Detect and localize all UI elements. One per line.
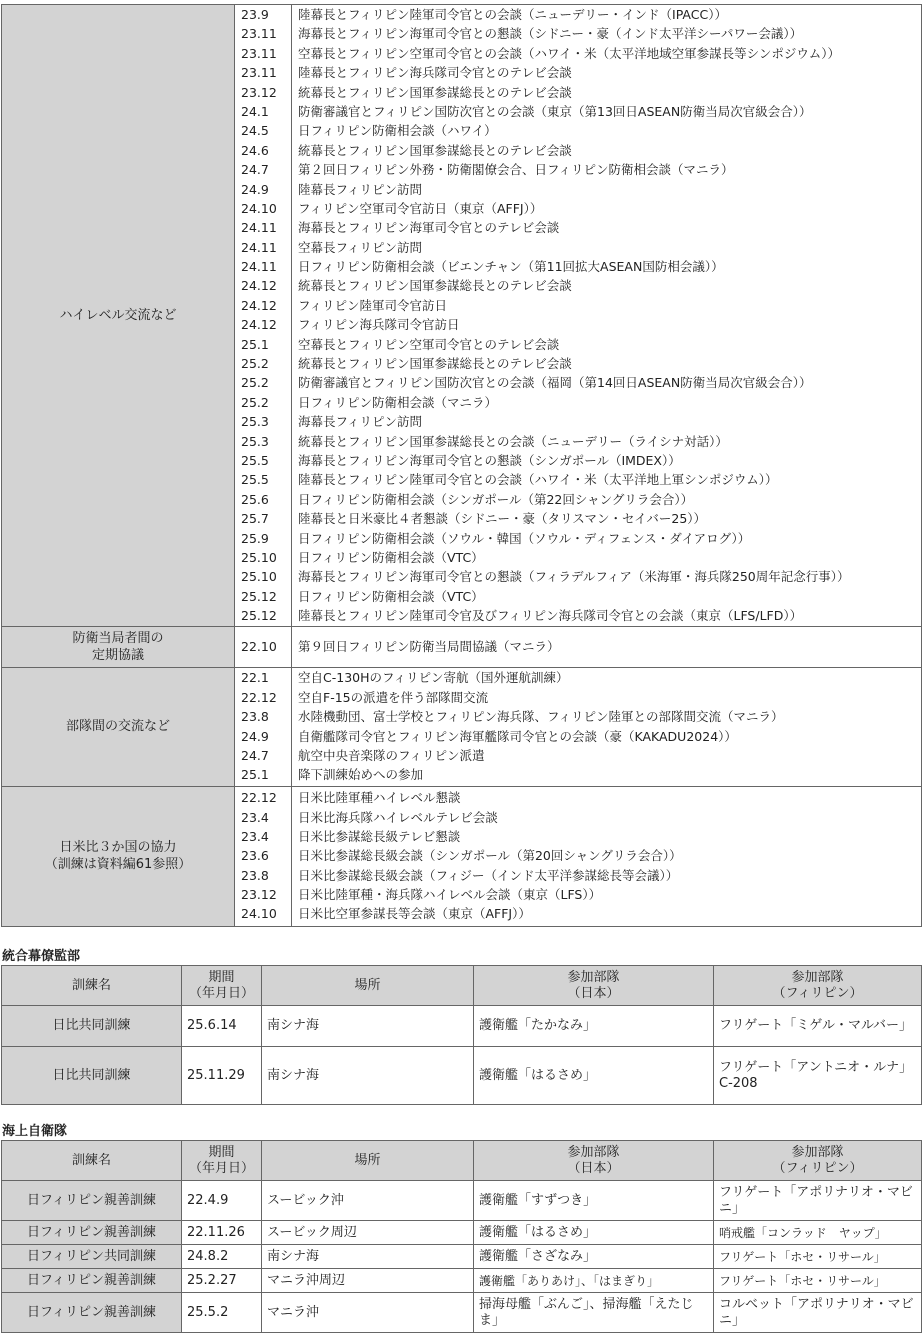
jp-units: 護衛艦「はるさめ」 <box>474 1221 714 1245</box>
event-description: 海幕長とフィリピン海軍司令官との懇談（フィラデルフィア（米海軍・海兵隊250周年記念行事）） <box>298 569 850 585</box>
training-place: スービック沖 <box>262 1181 474 1221</box>
event-description: 日米比空軍参謀長等会談（東京（AFFJ）） <box>298 906 531 922</box>
category-label-line: 防衛当局者間の <box>72 630 164 646</box>
training-name: 日フィリピン親善訓練 <box>2 1293 182 1333</box>
joint-staff-title: 統合幕僚監部 <box>2 949 81 964</box>
event-date: 24.11 <box>241 239 277 255</box>
event-description: 海幕長とフィリピン海軍司令官との懇談（シンガポール（IMDEX）） <box>298 452 681 468</box>
event-date: 24.7 <box>241 747 269 763</box>
category-label-line: （訓練は資料編61参照） <box>44 857 192 872</box>
header-name: 訓練名 <box>2 1141 182 1181</box>
event-description: 日米比陸軍種ハイレベル懇談 <box>298 790 461 806</box>
event-date: 23.8 <box>241 867 269 883</box>
event-description: 海幕長とフィリピン海軍司令官との懇談（シドニー・豪（インド太平洋シーパワー会議）） <box>298 26 803 42</box>
ph-units: フリゲート「アントニオ・ルナ」 <box>719 1059 913 1075</box>
header-name: 訓練名 <box>2 966 182 1006</box>
event-date: 23.12 <box>241 887 277 903</box>
event-date: 25.5 <box>241 452 269 468</box>
event-description: 日フィリピン防衛相会談（シンガポール（第22回シャングリラ会合）） <box>298 491 694 507</box>
event-description: 統幕長とフィリピン国軍参謀総長とのテレビ会談 <box>298 84 572 100</box>
event-date: 22.12 <box>241 689 277 705</box>
event-date: 22.10 <box>241 638 277 654</box>
training-place: 南シナ海 <box>262 1006 474 1047</box>
category-cell <box>2 5 235 627</box>
event-description: 降下訓練始めへの参加 <box>298 767 424 783</box>
ph-units: フリゲート「ホセ・リサール」 <box>714 1245 922 1269</box>
event-date: 25.10 <box>241 569 277 585</box>
event-date: 25.12 <box>241 608 277 624</box>
header-jp-units: 参加部隊 （日本） <box>474 1141 714 1181</box>
msdf-table <box>1 1140 922 1333</box>
event-description: 日フィリピン防衛相会談（VTC） <box>298 588 484 604</box>
table-row <box>2 1181 922 1221</box>
category-label-line: 定期協議 <box>91 647 144 663</box>
event-date: 25.9 <box>241 530 269 546</box>
event-date: 25.2 <box>241 375 269 391</box>
category-label-line: 日米比３か国の協力 <box>59 840 177 855</box>
event-description: 日米比海兵隊ハイレベルテレビ会談 <box>298 809 498 825</box>
event-description: 海幕長フィリピン訪問 <box>298 414 423 430</box>
header-ph-units: 参加部隊 （フィリピン） <box>714 966 922 1006</box>
training-period: 25.5.2 <box>182 1293 262 1333</box>
event-date: 23.4 <box>241 828 269 844</box>
event-column <box>292 626 922 667</box>
ph-units-cell <box>714 1047 922 1105</box>
event-date: 22.1 <box>241 670 269 686</box>
event-description: 日フィリピン防衛相会談（ハワイ） <box>298 123 497 139</box>
event-date: 25.2 <box>241 394 269 410</box>
event-date: 24.11 <box>241 259 277 275</box>
event-date: 24.12 <box>241 317 277 333</box>
date-column <box>235 626 292 667</box>
event-date: 25.1 <box>241 336 269 352</box>
training-period: 25.6.14 <box>182 1006 262 1047</box>
event-description: 日フィリピン防衛相会談（マニラ） <box>298 394 498 410</box>
header-jp-units: 参加部隊 （日本） <box>474 966 714 1006</box>
event-description: 日フィリピン防衛相会談（VTC） <box>298 549 484 565</box>
event-date: 24.7 <box>241 162 269 178</box>
event-description: 海幕長とフィリピン海軍司令官とのテレビ会談 <box>298 220 560 236</box>
event-date: 23.11 <box>241 45 277 61</box>
training-name: 日フィリピン親善訓練 <box>2 1221 182 1245</box>
event-date: 24.11 <box>241 220 277 236</box>
header-period: 期間 （年月日） <box>182 1141 262 1181</box>
table-row <box>2 1293 922 1333</box>
event-date: 23.9 <box>241 7 269 22</box>
category-cell <box>2 626 235 667</box>
event-date: 24.12 <box>241 278 277 294</box>
date-column <box>235 786 292 926</box>
date-column <box>235 5 292 627</box>
event-description: 防衛審議官とフィリピン国防次官との会談（福岡（第14回日ASEAN防衛当局次官級会合）） <box>298 375 812 391</box>
event-description: 日米比参謀総長級会談（フィジー（インド太平洋参謀総長等会議）） <box>298 867 679 883</box>
header-place: 場所 <box>262 966 474 1006</box>
event-description: 日フィリピン防衛相会談（ソウル・韓国（ソウル・ディフェンス・ダイアログ）） <box>298 530 751 546</box>
joint-staff-table <box>1 965 922 1105</box>
event-description: 日フィリピン防衛相会談（ビエンチャン（第11回拡大ASEAN国防相会議）） <box>298 259 724 275</box>
event-description: 統幕長とフィリピン国軍参謀総長との会談（ニューデリー（ライシナ対話）） <box>298 433 728 449</box>
ph-units-extra: C-208 <box>719 1075 758 1091</box>
event-date: 25.5 <box>241 472 269 488</box>
event-description: 陸幕長とフィリピン陸軍司令官との会談（ニューデリー・インド（IPACC）） <box>298 7 727 22</box>
event-description: 第９回日フィリピン防衛当局間協議（マニラ） <box>298 638 560 654</box>
header-place: 場所 <box>262 1141 474 1181</box>
event-date: 24.10 <box>241 200 277 216</box>
category-cell <box>2 786 235 926</box>
training-period: 25.11.29 <box>182 1047 262 1105</box>
event-description: フィリピン海兵隊司令官訪日 <box>298 317 460 333</box>
event-date: 24.10 <box>241 906 277 922</box>
event-date: 22.12 <box>241 790 277 806</box>
date-column <box>235 667 292 786</box>
category-label: 部隊間の交流など <box>65 719 170 734</box>
event-column <box>292 5 922 627</box>
event-description: 統幕長とフィリピン国軍参謀総長とのテレビ会談 <box>298 142 572 158</box>
table-row <box>2 1047 922 1105</box>
training-place: スービック周辺 <box>262 1221 474 1245</box>
event-date: 24.6 <box>241 142 269 158</box>
event-date: 23.11 <box>241 26 277 42</box>
ph-units: フリゲート「ホセ・リサール」 <box>714 1269 922 1293</box>
event-description: フィリピン陸軍司令官訪日 <box>298 297 448 313</box>
event-column <box>292 786 922 926</box>
event-date: 25.6 <box>241 491 269 507</box>
training-period: 24.8.2 <box>182 1245 262 1269</box>
event-description: 日米比陸軍種・海兵隊ハイレベル会談（東京（LFS）） <box>298 887 602 903</box>
event-description: 陸幕長とフィリピン海兵隊司令官とのテレビ会談 <box>298 65 572 81</box>
event-date: 24.9 <box>241 181 269 197</box>
training-name: 日フィリピン親善訓練 <box>2 1181 182 1221</box>
training-place: 南シナ海 <box>262 1047 474 1105</box>
event-description: 陸幕長とフィリピン陸軍司令官との会談（ハワイ・米（太平洋地上軍シンポジウム）） <box>298 472 778 488</box>
event-description: 空幕長フィリピン訪問 <box>298 239 423 255</box>
jp-units: 護衛艦「すずつき」 <box>474 1181 714 1221</box>
event-date: 25.1 <box>241 767 269 783</box>
exchange-table <box>1 4 922 927</box>
group-periodic-consultation <box>2 626 922 667</box>
group-unit-exchange <box>2 667 922 786</box>
table-row <box>2 1269 922 1293</box>
category-cell <box>2 667 235 786</box>
event-description: 第２回日フィリピン外務・防衛閣僚会合、日フィリピン防衛相会談（マニラ） <box>298 162 734 178</box>
header-period: 期間 （年月日） <box>182 966 262 1006</box>
jp-units: 護衛艦「はるさめ」 <box>474 1047 714 1105</box>
event-description: 陸幕長と日米豪比４者懇談（シドニー・豪（タリスマン・セイバー25）） <box>298 511 707 527</box>
event-description: 防衛審議官とフィリピン国防次官との会談（東京（第13回日ASEAN防衛当局次官級会合）） <box>298 103 812 119</box>
training-name: 日フィリピン親善訓練 <box>2 1269 182 1293</box>
training-period: 22.11.26 <box>182 1221 262 1245</box>
event-description: 空自C-130Hのフィリピン寄航（国外運航訓練） <box>298 670 569 686</box>
event-date: 25.10 <box>241 549 277 565</box>
event-date: 25.12 <box>241 588 277 604</box>
event-date: 24.9 <box>241 728 269 744</box>
event-date: 24.5 <box>241 123 269 139</box>
training-period: 22.4.9 <box>182 1181 262 1221</box>
group-high-level <box>2 5 922 627</box>
jp-units: 護衛艦「ありあけ」、「はまぎり」 <box>474 1269 714 1293</box>
header-row <box>2 1141 922 1181</box>
ph-units: コルベット「アポリナリオ・マビニ」 <box>714 1293 922 1333</box>
category-label: ハイレベル交流など <box>59 307 177 323</box>
training-name: 日比共同訓練 <box>2 1006 182 1047</box>
msdf-title: 海上自衛隊 <box>2 1124 68 1139</box>
header-ph-units: 参加部隊 （フィリピン） <box>714 1141 922 1181</box>
event-description: 陸幕長とフィリピン陸軍司令官及びフィリピン海兵隊司令官との会談（東京（LFS/LFD）） <box>298 608 803 624</box>
event-date: 25.3 <box>241 414 269 430</box>
training-place: マニラ沖 <box>262 1293 474 1333</box>
event-date: 24.12 <box>241 297 277 313</box>
group-trilateral <box>2 786 922 926</box>
event-description: 航空中央音楽隊のフィリピン派遣 <box>298 747 485 763</box>
event-description: 統幕長とフィリピン国軍参謀総長とのテレビ会談 <box>298 278 572 294</box>
event-date: 25.2 <box>241 356 269 372</box>
event-description: 統幕長とフィリピン国軍参謀総長とのテレビ会談 <box>298 356 572 372</box>
event-description: 日米比参謀総長級テレビ懇談 <box>298 828 461 844</box>
table-row <box>2 1221 922 1245</box>
training-place: 南シナ海 <box>262 1245 474 1269</box>
table-row <box>2 1006 922 1047</box>
training-name: 日フィリピン共同訓練 <box>2 1245 182 1269</box>
training-place: マニラ沖周辺 <box>262 1269 474 1293</box>
event-date: 24.1 <box>241 103 269 119</box>
event-description: 自衛艦隊司令官とフィリピン海軍艦隊司令官との会談（豪（KAKADU2024）） <box>298 728 737 744</box>
event-description: 日米比参謀総長級会談（シンガポール（第20回シャングリラ会合）） <box>298 848 682 864</box>
training-name: 日比共同訓練 <box>2 1047 182 1105</box>
event-date: 23.4 <box>241 809 269 825</box>
event-description: フィリピン空軍司令官訪日（東京（AFFJ）） <box>298 200 543 216</box>
ph-units: 哨戒艦「コンラッド ヤップ」 <box>714 1221 922 1245</box>
jp-units: 掃海母艦「ぶんご」、掃海艦「えたじま」 <box>474 1293 714 1333</box>
event-date: 23.8 <box>241 709 269 725</box>
table-row <box>2 1245 922 1269</box>
ph-units: フリゲート「ミゲル・マルバー」 <box>714 1006 922 1047</box>
event-date: 25.7 <box>241 511 269 527</box>
event-date: 23.11 <box>241 65 277 81</box>
event-description: 空幕長とフィリピン空軍司令官とのテレビ会談 <box>298 336 560 352</box>
event-date: 25.3 <box>241 433 269 449</box>
event-date: 23.6 <box>241 848 269 864</box>
event-description: 陸幕長フィリピン訪問 <box>298 181 423 197</box>
event-column <box>292 667 922 786</box>
jp-units: 護衛艦「たかなみ」 <box>474 1006 714 1047</box>
training-period: 25.2.27 <box>182 1269 262 1293</box>
event-description: 空自F-15の派遣を伴う部隊間交流 <box>298 689 489 705</box>
event-date: 23.12 <box>241 84 277 100</box>
event-description: 空幕長とフィリピン空軍司令官との会談（ハワイ・米（太平洋地域空軍参謀長等シンポジウム）） <box>298 45 840 61</box>
ph-units: フリゲート「アポリナリオ・マビニ」 <box>714 1181 922 1221</box>
event-description: 水陸機動団、富士学校とフィリピン海兵隊、フィリピン陸軍との部隊間交流（マニラ） <box>298 709 784 725</box>
header-row <box>2 966 922 1006</box>
jp-units: 護衛艦「さざなみ」 <box>474 1245 714 1269</box>
